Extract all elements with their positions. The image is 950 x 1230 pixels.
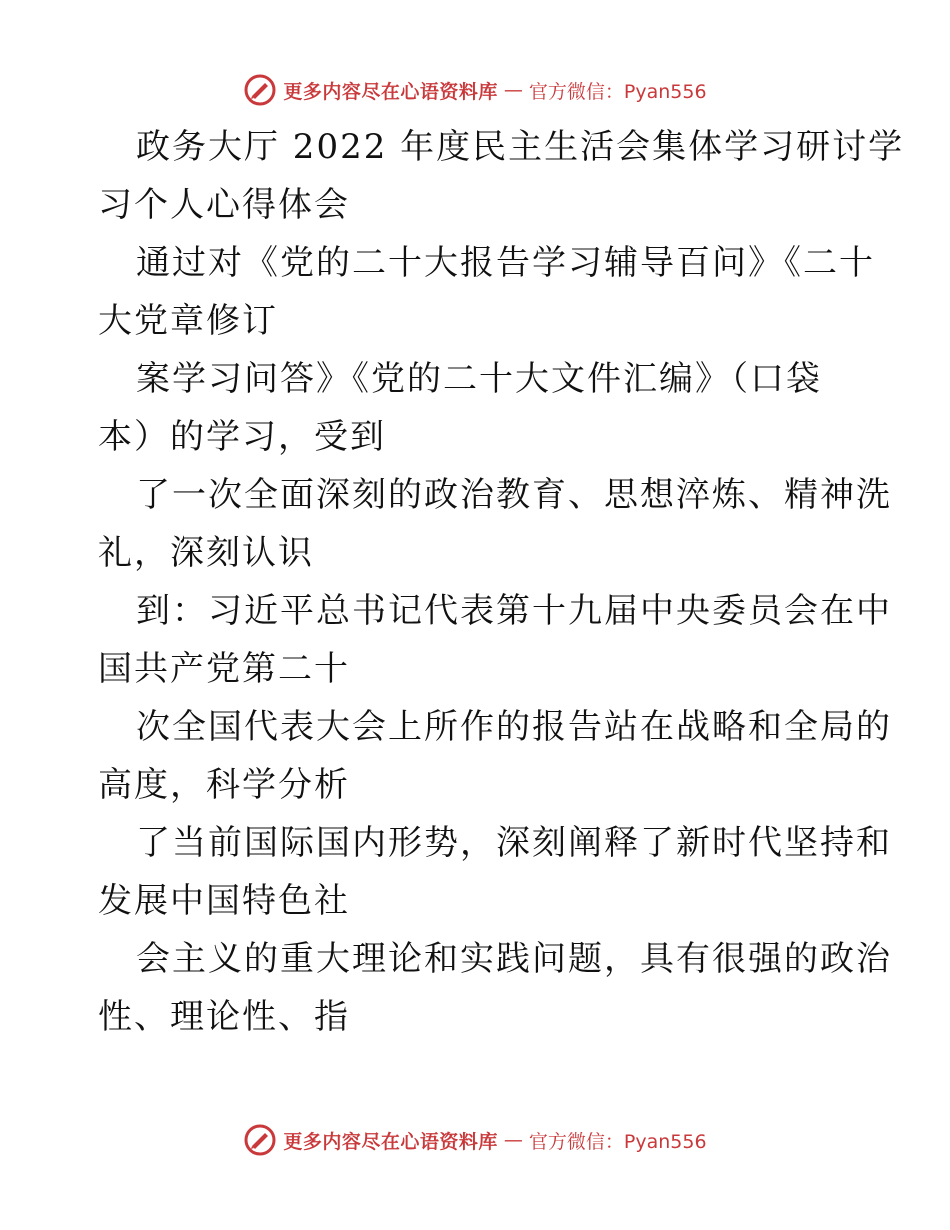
brand-logo-icon xyxy=(243,73,277,107)
text-line: 本）的学习，受到 xyxy=(98,417,386,457)
text-line: 习个人心得体会 xyxy=(98,185,350,225)
footer-dash: — xyxy=(503,1129,523,1151)
text-line: 了当前国际国内形势，深刻阐释了新时代坚持和 xyxy=(136,823,892,863)
brand-logo-icon xyxy=(243,1123,277,1157)
text-line: 通过对《党的二十大报告学习辅导百问》《二十 xyxy=(136,243,875,283)
text-line: 国共产党第二十 xyxy=(98,649,350,689)
text-line: 到：习近平总书记代表第十九届中央委员会在中 xyxy=(136,591,892,631)
document-body xyxy=(98,118,905,1046)
text-line: 发展中国特色社 xyxy=(98,881,350,921)
text-line: 性、理论性、指 xyxy=(98,997,350,1037)
text-line: 会主义的重大理论和实践问题，具有很强的政治 xyxy=(136,939,892,979)
header-dash: — xyxy=(503,79,523,101)
footer-brand-text: 更多内容尽在心语资料库 xyxy=(283,1130,498,1153)
text-line: 政务大厅 2022 年度民主生活会集体学习研讨学 xyxy=(136,127,905,167)
text-line: 礼，深刻认识 xyxy=(98,533,314,573)
header-brand-text: 更多内容尽在心语资料库 xyxy=(283,80,498,103)
text-line: 了一次全面深刻的政治教育、思想淬炼、精神洗 xyxy=(136,475,892,515)
header-wechat-text: 官方微信：Pyan556 xyxy=(528,80,707,103)
header-banner xyxy=(0,70,950,110)
footer-wechat-text: 官方微信：Pyan556 xyxy=(528,1130,707,1153)
text-line: 高度，科学分析 xyxy=(98,765,350,805)
text-line: 案学习问答》《党的二十大文件汇编》（口袋 xyxy=(136,359,822,399)
footer-banner xyxy=(0,1120,950,1160)
text-line: 次全国代表大会上所作的报告站在战略和全局的 xyxy=(136,707,892,747)
text-line: 大党章修订 xyxy=(98,301,278,341)
